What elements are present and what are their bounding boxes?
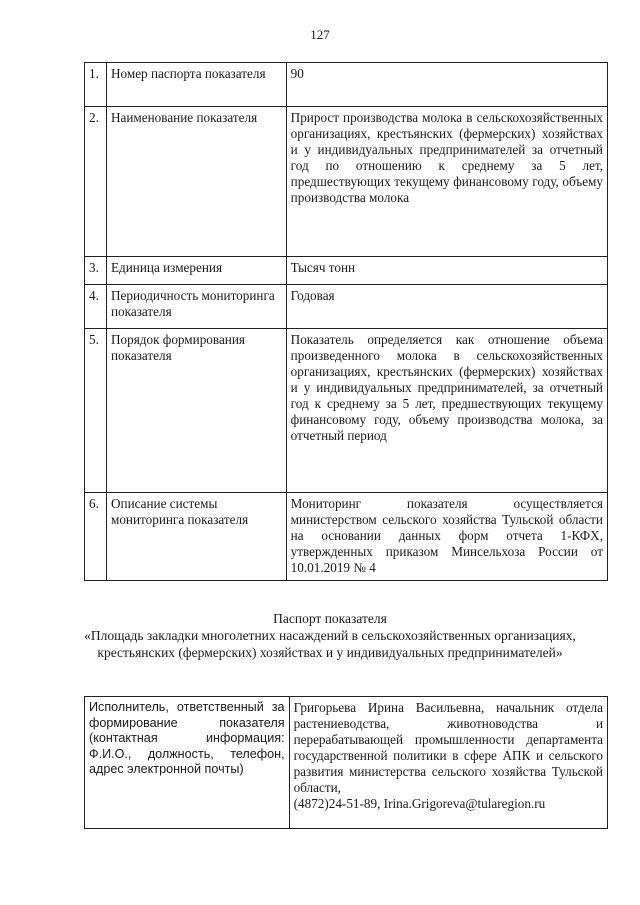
row-value: Годовая [286, 285, 607, 329]
responsible-value-cell [289, 697, 607, 829]
indicator-passport-table [84, 62, 608, 581]
table-row [85, 63, 608, 107]
table-row [85, 107, 608, 257]
row-number: 3. [85, 257, 107, 285]
row-number: 2. [85, 107, 107, 257]
row-label: Наименование показателя [106, 107, 286, 257]
table-row [85, 257, 608, 285]
row-number: 4. [85, 285, 107, 329]
table-row [85, 493, 608, 581]
row-value: Прирост производства молока в сельскохозяйственных организациях, крестьянских (фермерских) хозяйствах и у индивидуальных предпринимателей за отчетный год по отношению к среднему за 5 лет, предшествующих текущему финансовому году, объему производства молока [286, 107, 607, 257]
row-value: Тысяч тонн [286, 257, 607, 285]
passport-heading [60, 610, 600, 661]
page-number: 127 [310, 27, 330, 42]
table-row [85, 285, 608, 329]
table-row [85, 329, 608, 493]
row-number: 1. [85, 63, 107, 107]
row-number: 6. [85, 493, 107, 581]
responsible-value: Григорьева Ирина Васильевна, начальник отдела растениеводства, животноводства и перерабатывающей промышленности департамента государственной политики в сфере АПК и сельского развития министерства сельского хозяйства Тульской области, [293, 700, 603, 795]
row-value: Мониторинг показателя осуществляется министерством сельского хозяйства Тульской области на основании данных форм отчета 1-КФХ, утвержденных приказом Минсельхоза России от 10.01.2019 № 4 [286, 493, 607, 581]
row-label: Описание системы мониторинга показателя [106, 493, 286, 581]
row-label: Порядок формирования показателя [106, 329, 286, 493]
responsible-contact: (4872)24-51-89, Irina.Grigoreva@tularegion.ru [293, 796, 546, 811]
row-number: 5. [85, 329, 107, 493]
passport-subtitle: «Площадь закладки многолетних насаждений в сельскохозяйственных организациях, крестьянских (фермерских) хозяйствах и у индивидуальных предпринимателей» [84, 628, 576, 660]
row-label: Периодичность мониторинга показателя [106, 285, 286, 329]
responsible-label: Исполнитель, ответственный за формирование показателя (контактная информация: Ф.И.О., должность, телефон, адрес электронной почты) [85, 697, 290, 829]
table-row [85, 697, 608, 829]
responsible-table [84, 696, 608, 829]
row-value: 90 [286, 63, 607, 107]
passport-title: Паспорт показателя [273, 611, 387, 626]
row-label: Номер паспорта показателя [106, 63, 286, 107]
row-value: Показатель определяется как отношение объема произведенного молока в сельскохозяйственных организациях, крестьянских (фермерских) хозяйствах и у индивидуальных предпринимателей, за отчетный год к среднему за 5 лет, предшествующих текущему финансовому году, объему производства молока, за отчетный период [286, 329, 607, 493]
row-label: Единица измерения [106, 257, 286, 285]
